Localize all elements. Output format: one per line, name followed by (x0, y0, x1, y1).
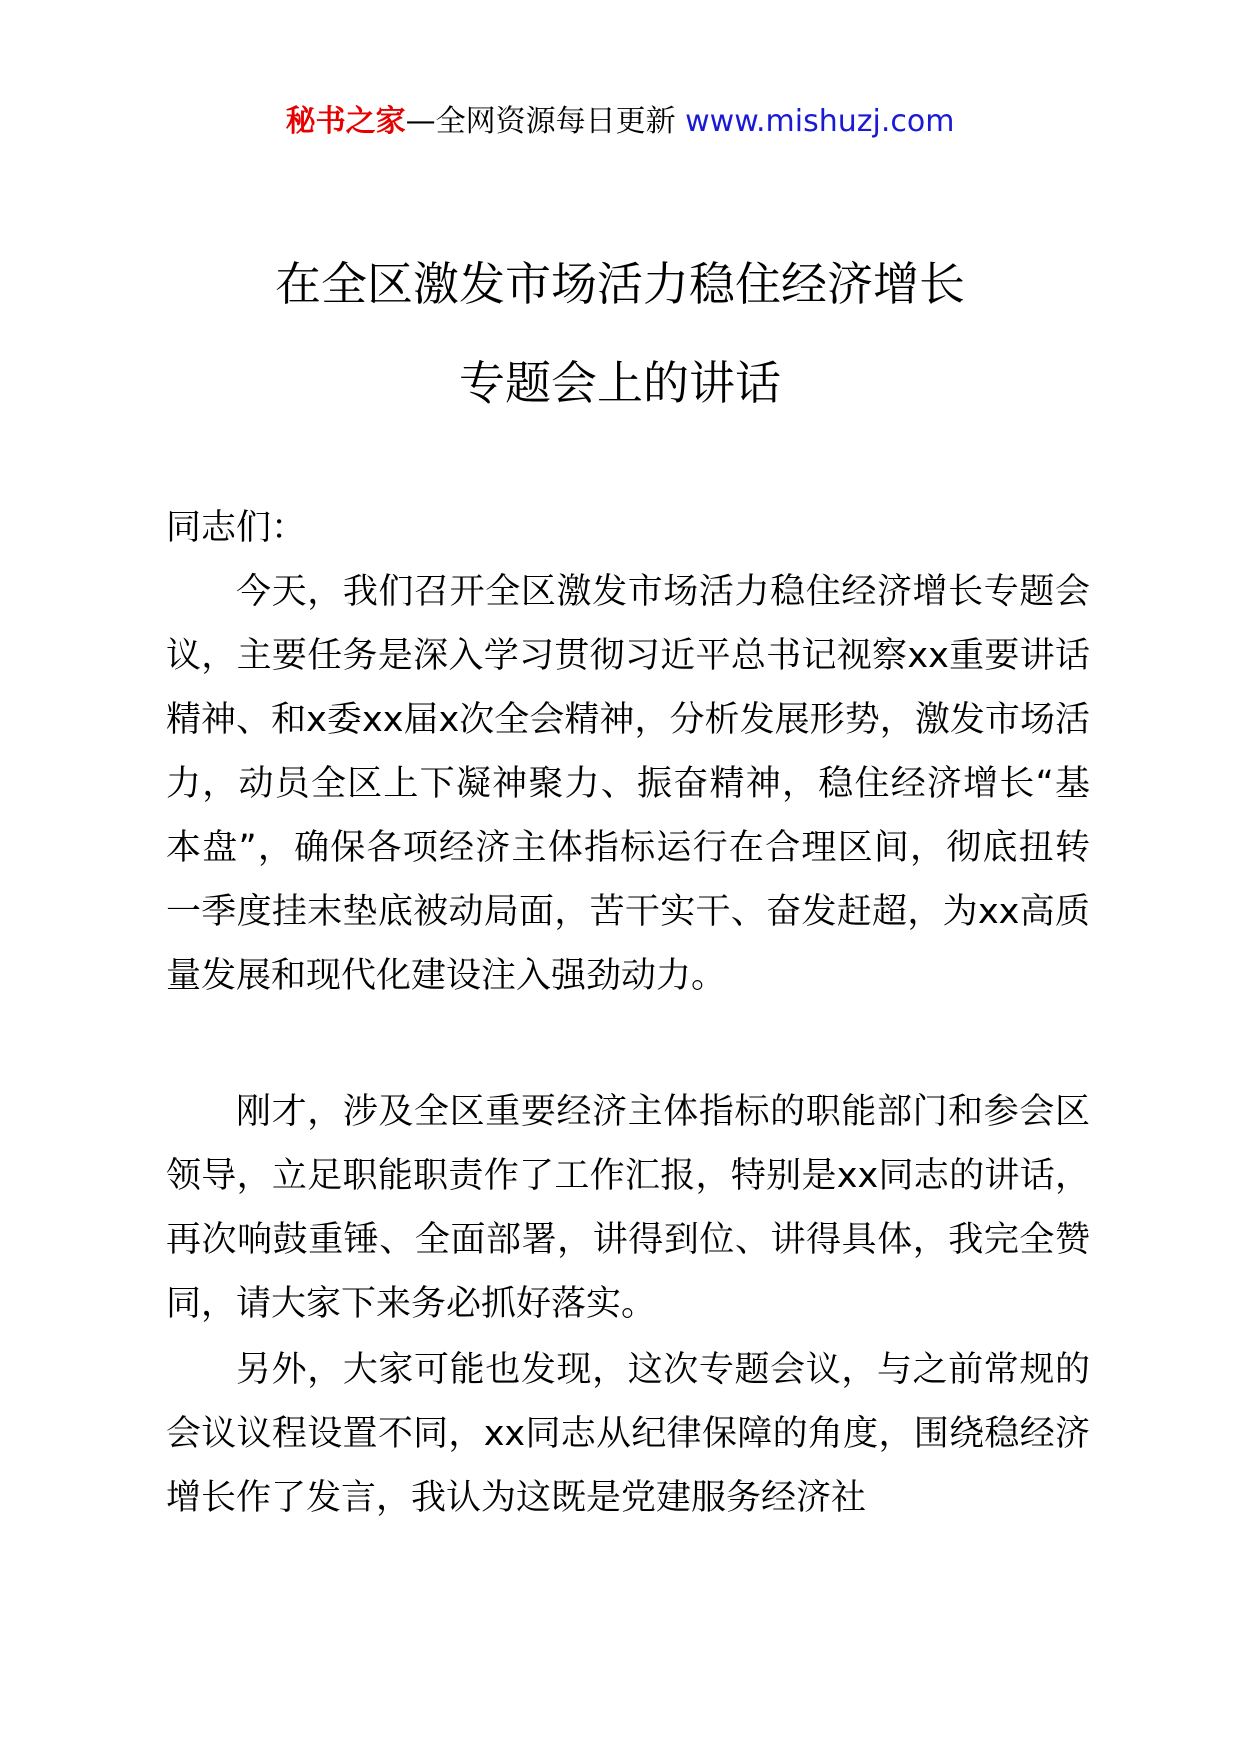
salutation: 同志们： (166, 508, 307, 548)
header-tagline: —全网资源每日更新 (405, 104, 686, 139)
document-title-line-1: 在全区激发市场活力稳住经济增长 (275, 257, 965, 311)
brand-name: 秘书之家 (285, 104, 406, 139)
website-url[interactable]: www.mishuzj.com (685, 104, 955, 139)
page-header (0, 100, 1240, 144)
paragraph-2: 刚才，涉及全区重要经济主体指标的职能部门和参会区领导，立足职能职责作了工作汇报，特别是xx同志的讲话，再次响鼓重锤、全面部署，讲得到位、讲得具体，我完全赞同，请大家下来务必抓好落实。 (166, 1092, 1090, 1324)
document-title-line-2: 专题会上的讲话 (459, 356, 781, 410)
paragraph-1: 今天，我们召开全区激发市场活力稳住经济增长专题会议，主要任务是深入学习贯彻习近平总书记视察xx重要讲话精神、和x委xx届x次全会精神，分析发展形势，激发市场活力，动员全区上下凝神聚力、振奋精神，稳住经济增长“基本盘”，确保各项经济主体指标运行在合理区间，彻底扭转一季度挂末垫底被动局面，苦干实干、奋发赶超，为xx高质量发展和现代化建设注入强劲动力。 (166, 572, 1090, 996)
paragraph-3: 另外，大家可能也发现，这次专题会议，与之前常规的会议议程设置不同，xx同志从纪律保障的角度，围绕稳经济增长作了发言，我认为这既是党建服务经济社 (166, 1350, 1090, 1518)
